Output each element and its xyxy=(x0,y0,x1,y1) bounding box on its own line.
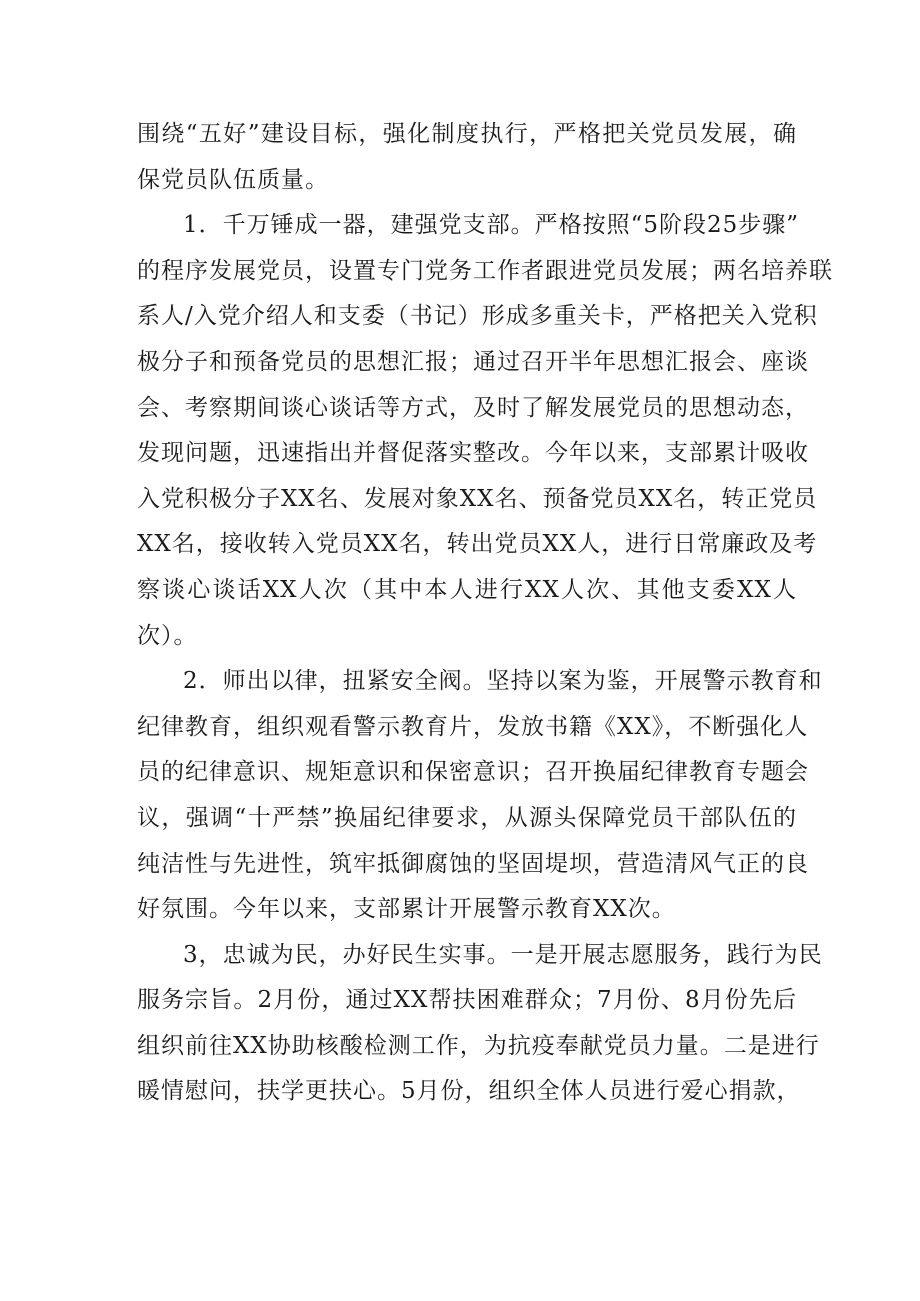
text-line: 极分子和预备党员的思想汇报；通过召开半年思想汇报会、座谈 xyxy=(137,348,809,375)
text-line: 察谈心谈话XX人次（其中本人进行XX人次、其他支委XX人 xyxy=(137,576,797,603)
text-line: 次）。 xyxy=(137,622,198,649)
text-line: 保党员队伍质量。 xyxy=(137,166,329,193)
paragraph-item-3 xyxy=(137,933,823,1115)
text-line: 入党积极分子XX名、发展对象XX名、预备党员XX名，转正党员 xyxy=(137,485,818,512)
text-line: 3，忠诚为民，办好民生实事。一是开展志愿服务，践行为民 xyxy=(183,941,823,968)
paragraph-item-2 xyxy=(137,659,823,933)
text-line: 纯洁性与先进性，筑牢抵御腐蚀的坚固堤坝，营造清风气正的良 xyxy=(137,850,809,877)
text-line: 纪律教育，组织观看警示教育片，发放书籍《XX》，不断强化人 xyxy=(137,713,809,740)
text-line: 2．师出以律，扭紧安全阀。坚持以案为鉴，开展警示教育和 xyxy=(183,668,823,695)
text-line: 围绕“五好”建设目标，强化制度执行，严格把关党员发展，确 xyxy=(137,121,797,147)
text-line: 系人/入党介绍人和支委（书记）形成多重关卡，严格把关入党积 xyxy=(137,303,818,330)
paragraph-item-1 xyxy=(137,203,833,659)
text-line: 好氛围。今年以来，支部累计开展警示教育XX次。 xyxy=(137,896,676,923)
text-line: 发现问题，迅速指出并督促落实整改。今年以来，支部累计吸收 xyxy=(137,440,809,467)
text-line: 1．千万锤成一器，建强党支部。严格按照“5阶段25步骤” xyxy=(183,212,800,239)
document-body xyxy=(137,112,833,1115)
text-line: 暖情慰问，扶学更扶心。5月份，组织全体人员进行爱心捐款， xyxy=(137,1078,801,1105)
text-line: 会、考察期间谈心谈话等方式，及时了解发展党员的思想动态， xyxy=(137,394,809,421)
paragraph-intro xyxy=(137,112,797,203)
text-line: 的程序发展党员，设置专门党务工作者跟进党员发展；两名培养联 xyxy=(137,257,833,284)
text-line: 组织前往XX协助核酸检测工作，为抗疫奉献党员力量。二是进行 xyxy=(137,1032,820,1059)
text-line: XX名，接收转入党员XX名，转出党员XX人，进行日常廉政及考 xyxy=(137,531,818,558)
text-line: 议，强调“十严禁”换届纪律要求，从源头保障党员干部队伍的 xyxy=(137,804,797,831)
text-line: 员的纪律意识、规矩意识和保密意识；召开换届纪律教育专题会 xyxy=(137,759,809,786)
text-line: 服务宗旨。2月份，通过XX帮扶困难群众；7月份、8月份先后 xyxy=(137,987,797,1014)
